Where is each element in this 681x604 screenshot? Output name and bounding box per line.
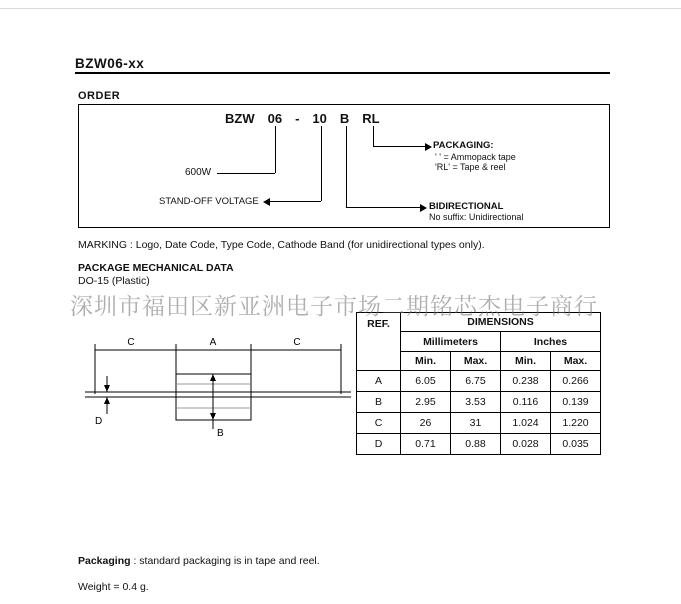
cell-in-min: 0.238 [501,371,551,392]
power-label: 600W [185,167,212,178]
bidirectional-label: BIDIRECTIONAL [429,201,504,212]
cell-mm-max: 0.88 [451,434,501,455]
cell-in-max: 0.139 [551,392,601,413]
arrow-right-icon [425,143,432,151]
in-min-header: Min. [501,352,551,371]
order-code-part-dash: - [295,111,300,126]
table-row-d [357,434,601,455]
arrow-right-icon [420,204,427,212]
cell-mm-min: 6.05 [401,371,451,392]
order-code-part-packaging: RL [362,111,380,126]
packaging-option-ammopack: ' ' = Ammopack tape [435,152,516,162]
cell-in-min: 0.116 [501,392,551,413]
connector-line-power-h [217,173,275,174]
dim-label-c-left: C [127,337,135,348]
cell-mm-max: 3.53 [451,392,501,413]
connector-line-direction-h [346,207,420,208]
order-code-part-voltage: 10 [312,111,327,126]
dim-label-d: D [95,416,103,427]
ref-column-header: REF. [357,313,401,371]
cell-mm-min: 0.71 [401,434,451,455]
inches-header: Inches [501,332,601,352]
packaging-option-reel: 'RL' = Tape & reel [435,162,506,172]
watermark-text: 深圳市福田区新亚洲电子市场二期铭芯杰电子商行 [70,293,598,319]
weight-note: Weight = 0.4 g. [78,581,149,593]
standoff-voltage-label: STAND-OFF VOLTAGE [159,196,259,207]
cell-ref: C [357,413,401,434]
title-rule [75,72,610,74]
cell-ref: D [357,434,401,455]
connector-line-voltage-h [270,201,321,202]
connector-line-packaging-h [373,146,425,147]
dim-label-c-right: C [293,337,301,348]
cell-mm-max: 31 [451,413,501,434]
order-section-heading: ORDER [78,90,121,102]
cell-ref: B [357,392,401,413]
in-max-header: Max. [551,352,601,371]
packaging-label: PACKAGING: [433,140,494,151]
dimensions-table [356,312,601,455]
packaging-note [78,555,320,567]
dim-label-b: B [217,428,224,439]
connector-line-power [275,126,276,173]
scan-artifact-line [0,8,681,9]
order-code-part-direction: B [339,111,350,126]
cell-in-min: 0.028 [501,434,551,455]
cell-in-max: 0.266 [551,371,601,392]
table-row-a [357,371,601,392]
table-row-c [357,413,601,434]
connector-line-packaging [373,126,374,146]
dim-label-a: A [209,337,217,348]
package-type-label: DO-15 (Plastic) [78,275,150,287]
marking-note: MARKING : Logo, Date Code, Type Code, Cathode Band (for unidirectional types only). [78,239,485,251]
cell-mm-min: 2.95 [401,392,451,413]
mechanical-data-heading: PACKAGE MECHANICAL DATA [78,262,234,274]
bidirectional-note: No suffix: Unidirectional [429,212,524,222]
connector-line-direction [346,126,347,207]
cell-in-min: 1.024 [501,413,551,434]
cell-mm-max: 6.75 [451,371,501,392]
table-row-b [357,392,601,413]
cell-ref: A [357,371,401,392]
cell-mm-min: 26 [401,413,451,434]
order-code-part-family: BZW [225,111,255,126]
cell-in-max: 0.035 [551,434,601,455]
packaging-note-label: Packaging [78,555,131,567]
order-code-part-power: 06 [267,111,283,126]
mm-min-header: Min. [401,352,451,371]
mm-max-header: Max. [451,352,501,371]
order-code-diagram [78,104,610,228]
package-drawing [85,334,351,452]
packaging-note-text: : standard packaging is in tape and reel. [130,555,320,567]
arrow-left-icon [263,198,270,206]
dimensions-group-header: DIMENSIONS [401,313,601,332]
millimeters-header: Millimeters [401,332,501,352]
connector-line-voltage [321,126,322,201]
order-code [225,111,380,126]
page-title: BZW06-xx [75,56,145,71]
cell-in-max: 1.220 [551,413,601,434]
